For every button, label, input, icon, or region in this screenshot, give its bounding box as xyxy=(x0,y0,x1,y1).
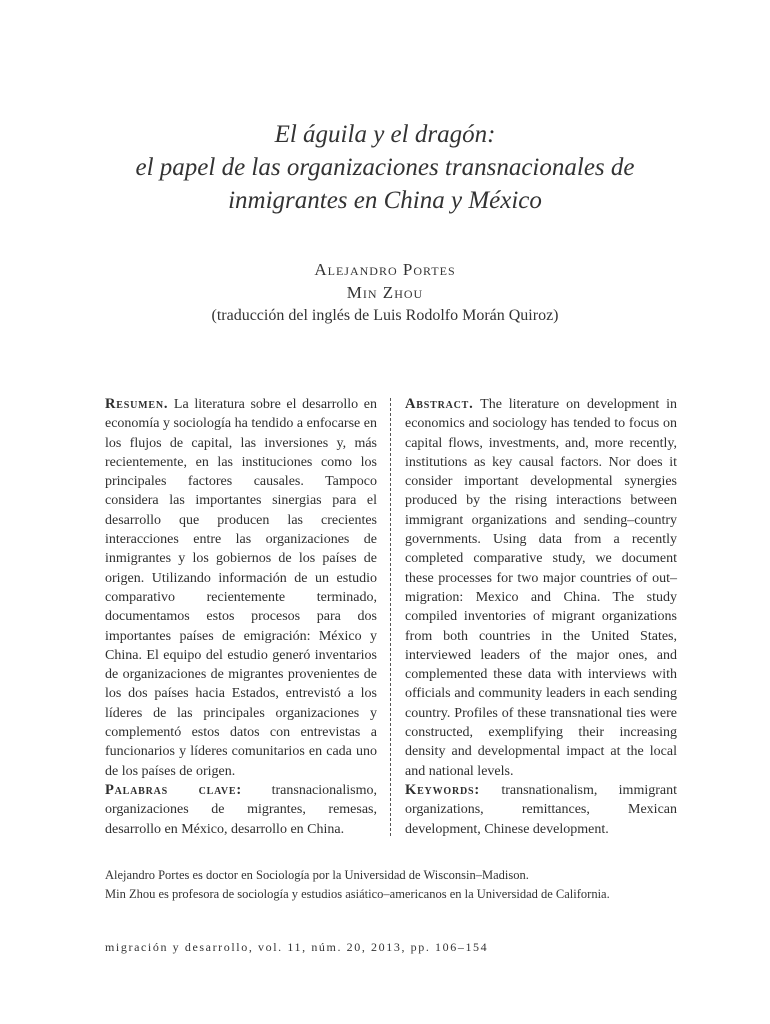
author-portes: Alejandro Portes xyxy=(314,260,456,279)
title-line-2: el papel de las organizaciones transnacionales de xyxy=(135,154,635,181)
article-title xyxy=(0,118,770,217)
palabras-clave-text: transnacionalismo, organizaciones de migrantes, remesas, desarrollo en México, desarrollo en China. xyxy=(105,782,377,837)
abstract-english xyxy=(405,395,677,839)
title-line-1: El águila y el dragón: xyxy=(274,121,496,148)
translation-credit: (traducción del inglés de Luis Rodolfo Morán Quiroz) xyxy=(211,307,559,324)
resumen-label: Resumen. xyxy=(105,396,169,412)
author-note-portes: Alejandro Portes es doctor en Sociología por la Universidad de Wisconsin–Madison. xyxy=(105,868,529,882)
column-divider xyxy=(390,398,391,836)
abstract-paragraph xyxy=(405,395,677,781)
keywords-paragraph xyxy=(405,781,677,839)
resumen-paragraph xyxy=(105,395,377,781)
journal-footer: migración y desarrollo, vol. 11, núm. 20, 2013, pp. 106–154 xyxy=(105,940,489,954)
author-zhou: Min Zhou xyxy=(346,283,424,302)
author-notes xyxy=(105,866,705,904)
keywords-text: transnationalism, immigrant organizations, remittances, Mexican development, Chinese development. xyxy=(405,782,677,837)
abstract-label: Abstract. xyxy=(405,396,474,412)
abstract-text: The literature on development in economics and sociology has tended to focus on capital flows, investments, and, more recently, institutions as key causal factors. Nor does it consider important developmental synergies produced by the rising interactions between immigrant organizations and sending–country governments. Using data from a recently completed comparative study, we document these processes for two major countries of out–migration: Mexico and China. The study compiled inventories of migrant organizations from both countries in the United States, interviewed leaders of the major ones, and complemented these data with interviews with officials and community leaders in each sending country. Profiles of these transnational ties were constructed, exemplifying their increasing density and developmental impact at the local and national levels. xyxy=(405,397,677,779)
abstract-spanish xyxy=(105,395,377,839)
palabras-clave-paragraph xyxy=(105,781,377,839)
resumen-text: La literatura sobre el desarrollo en economía y sociología ha tendido a enfocarse en los flujos de capital, las inversiones y, más recientemente, en las instituciones como los principales factores causales. Tampoco considera las importantes sinergias para el desarrollo que producen las crecientes interacciones entre las organizaciones de inmigrantes y los gobiernos de los países de origen. Utilizando información de un estudio comparativo recientemente terminado, documentamos estos procesos para dos importantes países de emigración: México y China. El equipo del estudio generó inventarios de organizaciones de migrantes provenientes de los dos países hacia Estados, entrevistó a los líderes de las principales organizaciones y complementó estos datos con entrevistas a funcionarios y líderes comunitarios en cada uno de los países de origen. xyxy=(105,397,377,779)
palabras-clave-label: Palabras clave: xyxy=(105,781,242,798)
keywords-label: Keywords: xyxy=(405,781,480,798)
title-line-3: inmigrantes en China y México xyxy=(228,187,542,214)
author-block xyxy=(0,258,770,327)
author-note-zhou: Min Zhou es profesora de sociología y estudios asiático–americanos en la Universidad de California. xyxy=(105,887,610,901)
